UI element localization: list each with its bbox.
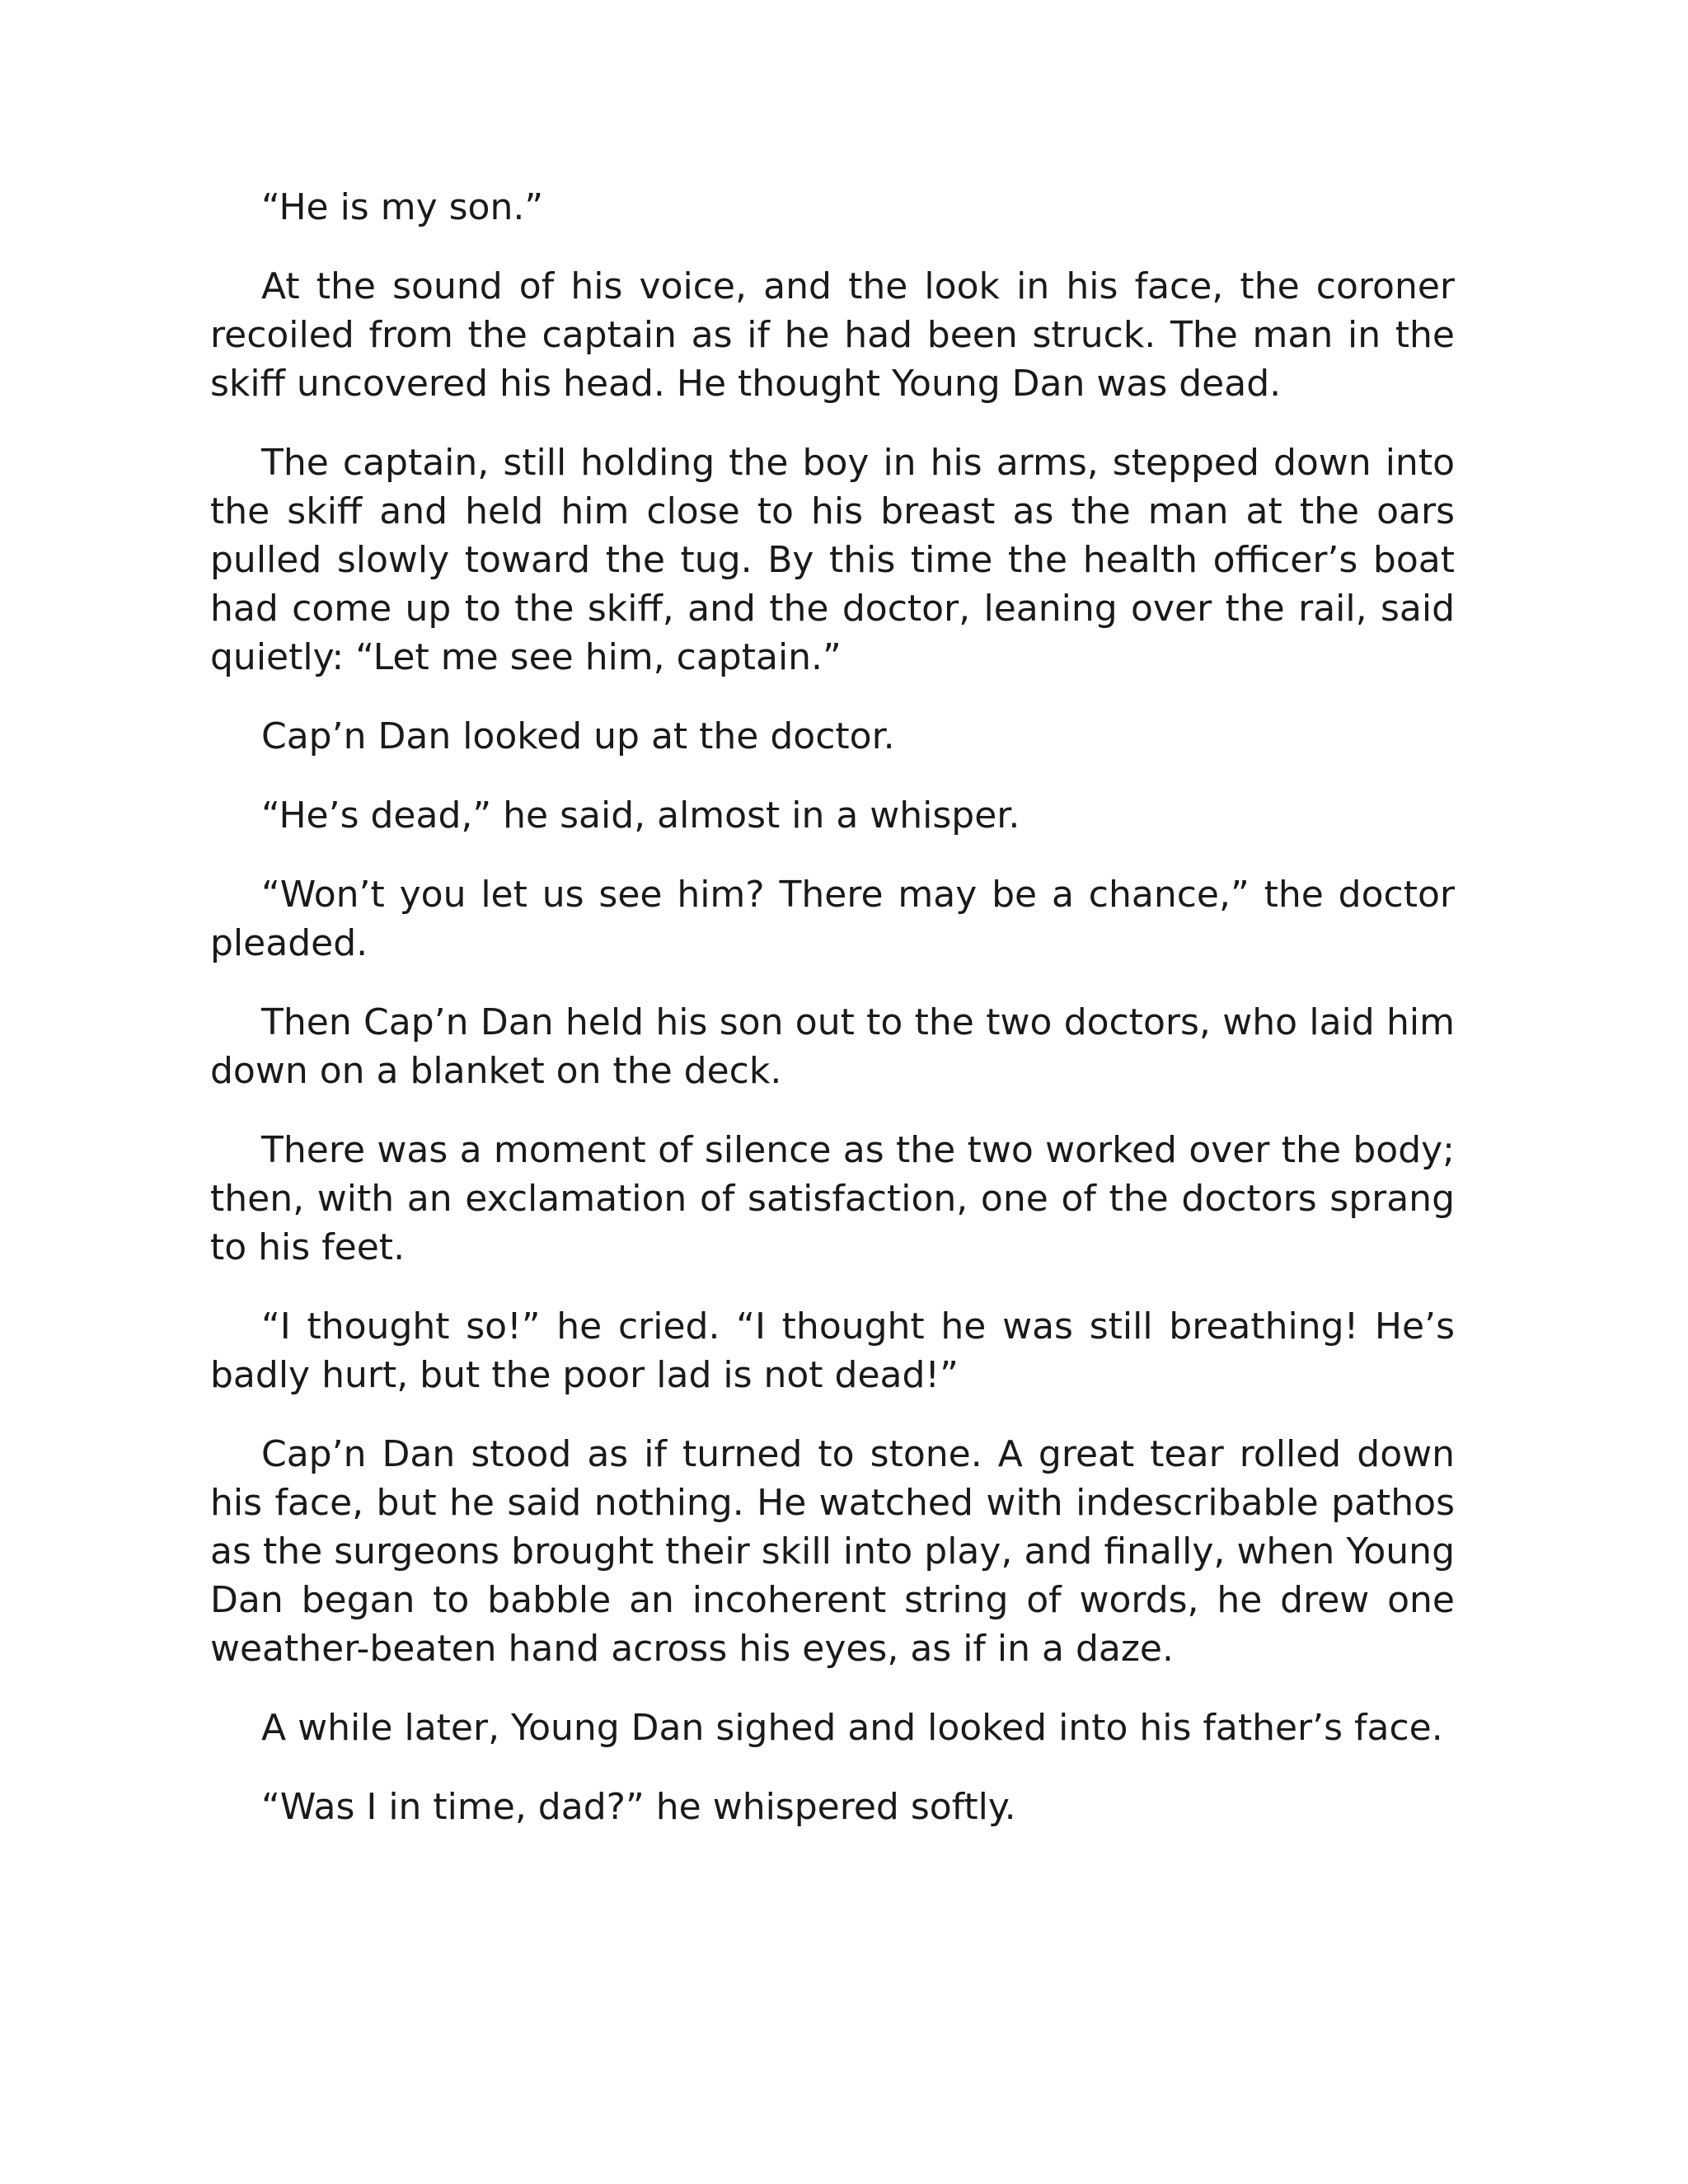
- paragraph: “I thought so!” he cried. “I thought he was still breathing! He’s badly hurt, but the poor lad is not dead!”: [210, 1305, 1455, 1396]
- paragraph: “He’s dead,” he said, almost in a whisper.: [261, 794, 1020, 837]
- paragraph: At the sound of his voice, and the look in his face, the coroner recoiled from the captain as if he had been struck. The man in the skiff uncovered his head. He thought Young Dan was dead.: [210, 265, 1455, 405]
- paragraph: Cap’n Dan stood as if turned to stone. A great tear rolled down his face, but he said nothing. He watched with indescribable pathos as the surgeons brought their skill into play, and finally, when Young Dan began to babble an incoherent string of words, he drew one weather-beaten hand across his eyes, as if in a daze.: [210, 1433, 1455, 1670]
- body-text: [210, 183, 1455, 1831]
- paragraph: Then Cap’n Dan held his son out to the two doctors, who laid him down on a blanket on the deck.: [210, 1001, 1455, 1092]
- paragraph: Cap’n Dan looked up at the doctor.: [261, 715, 895, 757]
- paragraph: The captain, still holding the boy in his arms, stepped down into the skiff and held him close to his breast as the man at the oars pulled slowly toward the tug. By this time the health officer’s boat had come up to the skiff, and the doctor, leaning over the rail, said quietly: “Let me see him, captain.”: [210, 442, 1455, 678]
- paragraph: A while later, Young Dan sighed and looked into his father’s face.: [261, 1707, 1443, 1749]
- paragraph: “He is my son.”: [261, 186, 544, 228]
- paragraph: “Was I in time, dad?” he whispered softly.: [261, 1786, 1016, 1828]
- paragraph: “Won’t you let us see him? There may be a chance,” the doctor pleaded.: [210, 874, 1455, 964]
- paragraph: There was a moment of silence as the two worked over the body; then, with an exclamation of satisfaction, one of the doctors sprang to his feet.: [210, 1129, 1455, 1268]
